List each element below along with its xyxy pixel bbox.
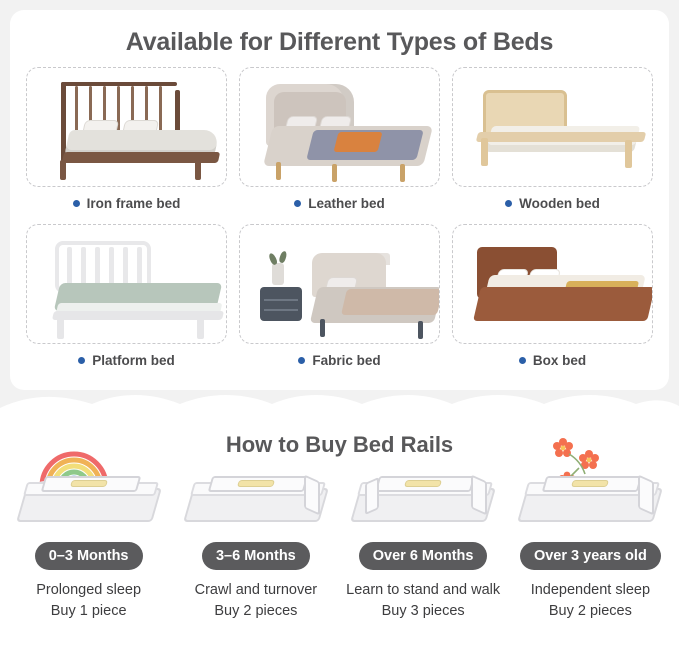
bed-leather-icon: [240, 68, 439, 186]
bed-type-item: [26, 67, 227, 220]
rail-step-badge: Over 3 years old: [520, 542, 661, 570]
bullet-icon: [73, 200, 80, 207]
bullet-icon: [505, 200, 512, 207]
rail-step-badge: 0–3 Months: [35, 542, 143, 570]
rail-step: [8, 464, 169, 622]
section-title: How to Buy Bed Rails: [225, 432, 454, 457]
rail-illustration-4: [514, 464, 666, 534]
bed-type-label: Fabric bed: [312, 353, 381, 368]
rail-step-line2: Buy 3 pieces: [381, 603, 465, 620]
bed-type-label: Platform bed: [92, 353, 175, 368]
rail-step-badge: 3–6 Months: [202, 542, 310, 570]
bed-type-caption: [452, 196, 653, 211]
bed-platform-thumb: [26, 224, 227, 344]
page-title: Available for Different Types of Beds: [125, 28, 554, 56]
bed-box-thumb: [452, 224, 653, 344]
bullet-icon: [298, 357, 305, 364]
cloud-divider-icon: [0, 392, 679, 418]
rail-step-line2: Buy 1 piece: [50, 603, 127, 620]
bed-wooden-thumb: [452, 67, 653, 187]
rail-step-line2: Buy 2 pieces: [214, 603, 298, 620]
rail-steps-row: [8, 464, 671, 622]
bed-fabric-thumb: [239, 224, 440, 344]
rail-step-desc: [36, 580, 141, 622]
rail-step: [175, 464, 336, 622]
bullet-icon: [294, 200, 301, 207]
bullet-icon: [519, 357, 526, 364]
rail-illustration-3: [347, 464, 499, 534]
bed-type-item: [26, 224, 227, 377]
bed-type-label: Box bed: [532, 353, 587, 368]
bed-type-caption: [239, 353, 440, 368]
rail-step-desc: [531, 580, 650, 622]
rail-step: [343, 464, 504, 622]
rail-step-line1: Prolonged sleep: [36, 582, 142, 598]
rail-step-line1: Independent sleep: [530, 582, 651, 598]
bed-type-caption: [239, 196, 440, 211]
rail-step-badge: Over 6 Months: [359, 542, 488, 570]
bed-platform-icon: [27, 225, 226, 343]
rail-step-desc: [346, 580, 500, 622]
cloud-divider: [0, 392, 679, 418]
bed-type-item: [452, 224, 653, 377]
bed-type-item: [452, 67, 653, 220]
bed-leather-thumb: [239, 67, 440, 187]
bed-wooden-icon: [453, 68, 652, 186]
bed-type-item: [239, 224, 440, 377]
bed-box-icon: [453, 225, 652, 343]
bed-type-item: [239, 67, 440, 220]
bed-type-caption: [26, 353, 227, 368]
rail-step: [510, 464, 671, 622]
bed-iron-frame-icon: [27, 68, 226, 186]
bed-type-caption: [452, 353, 653, 368]
bed-types-grid: [26, 67, 653, 377]
rail-step-line2: Buy 2 pieces: [548, 603, 632, 620]
bed-type-label: Iron frame bed: [86, 196, 181, 211]
bed-types-card: [10, 10, 669, 390]
bed-type-caption: [26, 196, 227, 211]
rail-step-line1: Crawl and turnover: [194, 582, 318, 598]
bullet-icon: [78, 357, 85, 364]
rail-illustration-2: [180, 464, 332, 534]
how-to-buy-section: [0, 432, 679, 666]
bed-type-label: Wooden bed: [519, 196, 600, 211]
bed-iron-frame-thumb: [26, 67, 227, 187]
rail-illustration-1: [13, 464, 165, 534]
rail-step-desc: [195, 580, 318, 622]
bed-fabric-icon: [240, 225, 439, 343]
bed-type-label: Leather bed: [308, 196, 385, 211]
rail-step-line1: Learn to stand and walk: [346, 582, 501, 598]
